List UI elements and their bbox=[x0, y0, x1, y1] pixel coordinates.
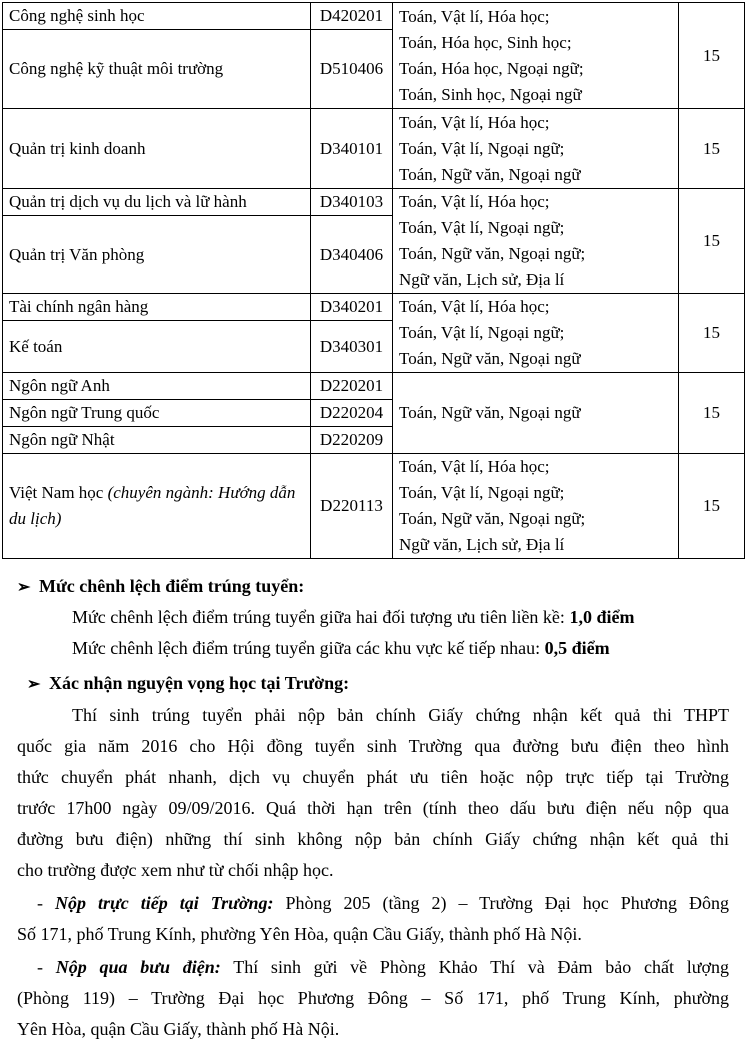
table-row bbox=[3, 3, 745, 30]
subject-combinations bbox=[393, 3, 679, 109]
subject-line: Ngữ văn, Lịch sử, Địa lí bbox=[399, 270, 565, 289]
subject-line: Toán, Vật lí, Ngoại ngữ; bbox=[399, 323, 565, 342]
major-name: Quản trị kinh doanh bbox=[3, 109, 311, 189]
section-heading-confirmation bbox=[27, 673, 349, 694]
min-score: 15 bbox=[679, 294, 745, 373]
major-name: Công nghệ sinh học bbox=[3, 3, 311, 30]
direct-submission-line: - Nộp trực tiếp tại Trường: Phòng 205 (tầng 2) – Trường Đại học Phương Đông bbox=[37, 893, 730, 913]
min-score: 15 bbox=[679, 109, 745, 189]
line-text: Mức chênh lệch điểm trúng tuyển giữa hai đối tượng ưu tiên liền kề: bbox=[72, 607, 570, 627]
major-code: D510406 bbox=[311, 30, 393, 109]
major-code: D340301 bbox=[311, 321, 393, 373]
major-code: D220201 bbox=[311, 373, 393, 400]
table-row bbox=[3, 294, 745, 321]
direct-submission-label: Nộp trực tiếp tại Trường: bbox=[55, 893, 274, 913]
arrow-bullet-icon: ➢ bbox=[27, 676, 41, 693]
subject-line: Toán, Ngữ văn, Ngoại ngữ bbox=[399, 403, 581, 422]
major-name: Tài chính ngân hàng bbox=[3, 294, 311, 321]
min-score: 15 bbox=[679, 454, 745, 559]
paragraph-line: quốc gia năm 2016 cho Hội đồng tuyển sinh Trường qua đường bưu điện theo hình bbox=[17, 736, 729, 756]
subject-line: Toán, Hóa học, Ngoại ngữ; bbox=[399, 58, 584, 78]
major-code: D220204 bbox=[311, 400, 393, 427]
line-value: 0,5 điểm bbox=[544, 638, 610, 658]
paragraph-line: cho trường được xem như từ chối nhập học. bbox=[17, 860, 334, 880]
table-row bbox=[3, 189, 745, 216]
subject-combinations bbox=[393, 454, 679, 559]
subject-line: Toán, Vật lí, Ngoại ngữ; bbox=[399, 218, 565, 237]
subject-combinations bbox=[393, 373, 679, 454]
major-code: D220113 bbox=[311, 454, 393, 559]
major-name: Công nghệ kỹ thuật môi trường bbox=[3, 30, 311, 109]
subject-combinations bbox=[393, 189, 679, 294]
major-code: D340406 bbox=[311, 216, 393, 294]
major-name: Ngôn ngữ Nhật bbox=[3, 427, 311, 454]
majors-table bbox=[2, 2, 745, 559]
section-heading-score-difference bbox=[17, 576, 304, 597]
post-submission-label: Nộp qua bưu điện: bbox=[55, 957, 221, 977]
major-code: D420201 bbox=[311, 3, 393, 30]
major-code: D220209 bbox=[311, 427, 393, 454]
direct-submission-text: Phòng 205 (tầng 2) – Trường Đại học Phương Đông bbox=[273, 893, 730, 913]
subject-line: Toán, Ngữ văn, Ngoại ngữ; bbox=[399, 244, 586, 263]
table-row bbox=[3, 373, 745, 400]
major-name: Ngôn ngữ Anh bbox=[3, 373, 311, 400]
score-difference-region-line bbox=[72, 638, 610, 659]
subject-line: Toán, Vật lí, Hóa học; bbox=[399, 192, 550, 211]
subject-line: Toán, Sinh học, Ngoại ngữ bbox=[399, 84, 582, 104]
major-name: Quản trị dịch vụ du lịch và lữ hành bbox=[3, 189, 311, 216]
line-value: 1,0 điểm bbox=[569, 607, 635, 627]
subject-line: Toán, Ngữ văn, Ngoại ngữ bbox=[399, 349, 581, 368]
major-name-main: Việt Nam học bbox=[9, 483, 104, 502]
direct-submission-address: Số 171, phố Trung Kính, phường Yên Hòa, quận Cầu Giấy, thành phố Hà Nội. bbox=[17, 924, 582, 944]
table-row bbox=[3, 454, 745, 559]
major-name: Kế toán bbox=[3, 321, 311, 373]
major-name bbox=[3, 454, 311, 559]
section-heading-text: Xác nhận nguyện vọng học tại Trường: bbox=[49, 673, 350, 693]
post-submission-address: (Phòng 119) – Trường Đại học Phương Đông – Số 171, phố Trung Kính, phường bbox=[17, 988, 729, 1008]
major-name: Quản trị Văn phòng bbox=[3, 216, 311, 294]
subject-line: Ngữ văn, Lịch sử, Địa lí bbox=[399, 535, 565, 554]
subject-line: Toán, Vật lí, Ngoại ngữ; bbox=[399, 138, 565, 158]
score-difference-priority-line bbox=[72, 607, 634, 628]
subject-line: Toán, Vật lí, Hóa học; bbox=[399, 297, 550, 316]
paragraph-line: trước 17h00 ngày 09/09/2016. Quá thời hạn trên (tính theo dấu bưu điện nếu nộp qua bbox=[17, 798, 729, 818]
subject-line: Toán, Hóa học, Sinh học; bbox=[399, 32, 572, 52]
paragraph-line: Thí sinh trúng tuyển phải nộp bản chính Giấy chứng nhận kết quả thi THPT bbox=[72, 705, 729, 725]
subject-line: Toán, Vật lí, Hóa học; bbox=[399, 6, 550, 26]
subject-line: Toán, Vật lí, Hóa học; bbox=[399, 112, 550, 132]
major-code: D340101 bbox=[311, 109, 393, 189]
min-score: 15 bbox=[679, 189, 745, 294]
subject-line: Toán, Vật lí, Hóa học; bbox=[399, 457, 550, 476]
arrow-bullet-icon: ➢ bbox=[17, 579, 31, 596]
subject-line: Toán, Ngữ văn, Ngoại ngữ; bbox=[399, 509, 586, 528]
table-row bbox=[3, 109, 745, 189]
major-specialization: (chuyên ngành: Hướng dẫn du lịch) bbox=[9, 483, 296, 528]
min-score: 15 bbox=[679, 373, 745, 454]
post-submission-address-end: Yên Hòa, quận Cầu Giấy, thành phố Hà Nội. bbox=[17, 1019, 340, 1039]
subject-combinations bbox=[393, 109, 679, 189]
post-submission-text: Thí sinh gửi về Phòng Khảo Thí và Đảm bảo chất lượng bbox=[220, 957, 729, 977]
post-submission-line: - Nộp qua bưu điện: Thí sinh gửi về Phòng Khảo Thí và Đảm bảo chất lượng bbox=[37, 957, 729, 977]
paragraph-line: đường bưu điện) những thí sinh không nộp bản chính Giấy chứng nhận kết quả thi bbox=[17, 829, 729, 849]
line-text: Mức chênh lệch điểm trúng tuyển giữa các khu vực kế tiếp nhau: bbox=[72, 638, 545, 658]
paragraph-line: thức chuyển phát nhanh, dịch vụ chuyển phát ưu tiên hoặc nộp trực tiếp tại Trường bbox=[17, 767, 729, 787]
major-name: Ngôn ngữ Trung quốc bbox=[3, 400, 311, 427]
section-heading-text: Mức chênh lệch điểm trúng tuyển: bbox=[39, 576, 305, 596]
subject-line: Toán, Vật lí, Ngoại ngữ; bbox=[399, 483, 565, 502]
subject-line: Toán, Ngữ văn, Ngoại ngữ bbox=[399, 164, 581, 184]
major-code: D340103 bbox=[311, 189, 393, 216]
subject-combinations bbox=[393, 294, 679, 373]
min-score: 15 bbox=[679, 3, 745, 109]
major-code: D340201 bbox=[311, 294, 393, 321]
